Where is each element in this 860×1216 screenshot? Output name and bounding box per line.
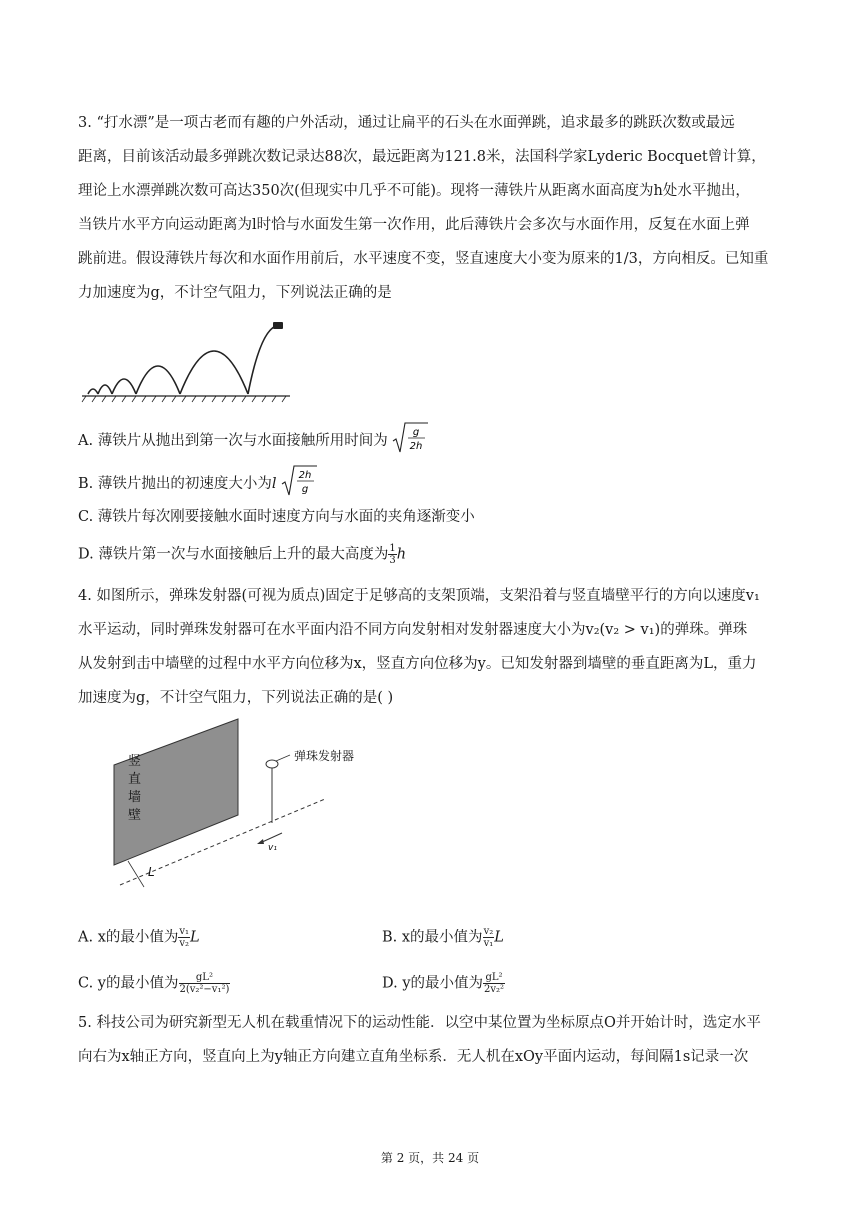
- q3-line: 跳前进。假设薄铁片每次和水面作用前后，水平速度不变，竖直速度大小变为原来的1/3，方向相反。已知重: [78, 251, 769, 267]
- q3-option-b[interactable]: [78, 464, 317, 504]
- distance-marker: [128, 861, 144, 887]
- sqrt-sign-icon: [281, 464, 317, 504]
- option-a-text: A. x的最小值为: [78, 929, 179, 946]
- q3-option-d[interactable]: [78, 543, 406, 566]
- q3-line: 3. “打水漂”是一项古老而有趣的户外活动，通过让扁平的石头在水面弹跳，追求最多的跳跃次数或最远: [78, 115, 735, 131]
- q4-wall-launcher-figure: [100, 715, 380, 905]
- trajectory-arc-4: [112, 379, 136, 394]
- arrow-head-icon: [257, 839, 264, 844]
- q3-option-c[interactable]: C. 薄铁片每次刚要接触水面时速度方向与水面的夹角逐渐变小: [78, 509, 475, 525]
- question-5-text: [78, 1006, 788, 1074]
- q4-option-b[interactable]: [382, 926, 504, 949]
- fraction: $\frac{1}{3}$: [389, 543, 396, 566]
- water-hatching: [82, 396, 286, 402]
- page-footer: 第 2 页，共 24 页: [380, 1151, 480, 1165]
- q5-line: 5. 科技公司为研究新型无人机在载重情况下的运动性能．以空中某位置为坐标原点O并开始计时，选定水平: [78, 1015, 761, 1031]
- q4-line: 4. 如图所示，弹珠发射器(可视为质点)固定于足够高的支架顶端，支架沿着与竖直墙壁平行的方向以速度v₁: [78, 588, 760, 604]
- velocity-label: v₁: [268, 843, 277, 853]
- trajectory-arc-1: [248, 326, 276, 394]
- fraction: $\frac{\text{gL²}}{\text{2v₂²}}$: [484, 972, 505, 995]
- option-c-text: C. y的最小值为: [78, 975, 179, 992]
- frac-den: 2h: [409, 441, 423, 452]
- var-L: L: [190, 929, 200, 946]
- trajectory-arc-2: [180, 351, 248, 394]
- fraction: $\frac{\text{gL²}}{\text{2(v₂²−v₁²)}}$: [179, 972, 230, 995]
- wall-label-char: 直: [128, 772, 142, 787]
- q4-option-c[interactable]: [78, 972, 230, 995]
- wall-label-char: 墙: [128, 790, 142, 805]
- q3-option-a[interactable]: [78, 421, 428, 461]
- q3-bounce-figure: [80, 318, 300, 408]
- iron-sheet-icon: [273, 322, 283, 329]
- question-4-text: [78, 579, 788, 715]
- q5-line: 向右为x轴正方向，竖直向上为y轴正方向建立直角坐标系．无人机在xOy平面内运动，每间隔1s记录一次: [78, 1049, 749, 1065]
- trajectory-arc-3: [136, 366, 180, 394]
- option-d-text: D. y的最小值为: [382, 975, 484, 992]
- q3-line: 理论上水漂弹跳次数可高达350次(但现实中几乎不可能)。现将一薄铁片从距离水面高度为h处水平抛出，: [78, 183, 750, 199]
- q4-option-a[interactable]: [78, 926, 200, 949]
- q3-line: 当铁片水平方向运动距离为l时恰与水面发生第一次作用，此后薄铁片会多次与水面作用，反复在水面上弹: [78, 217, 750, 233]
- var-l: l: [271, 476, 277, 492]
- option-d-text: D. 薄铁片第一次与水面接触后上升的最大高度为: [78, 546, 389, 563]
- var-h: h: [396, 546, 407, 563]
- option-b-text: B. 薄铁片抛出的初速度大小为: [78, 476, 272, 492]
- trajectory-arc-5: [98, 385, 112, 394]
- launcher-label: 弹珠发射器: [294, 749, 355, 763]
- frac-num: g: [413, 427, 420, 438]
- option-a-text: A. 薄铁片从抛出到第一次与水面接触所用时间为: [78, 433, 388, 449]
- fraction: $\frac{\text{v₁}}{\text{v₂}}$: [179, 926, 190, 949]
- var-L: L: [494, 929, 504, 946]
- sqrt-sign-icon: [392, 421, 428, 461]
- wall-label-char: 壁: [128, 808, 142, 823]
- frac-num: 2h: [298, 470, 312, 481]
- option-b-text: B. x的最小值为: [382, 929, 483, 946]
- frac-den: g: [301, 484, 309, 495]
- wall-label-char: 竖: [128, 754, 142, 769]
- question-3-text: [78, 106, 788, 310]
- q4-option-d[interactable]: [382, 972, 505, 995]
- trajectory-arc-6: [88, 389, 98, 394]
- q3-line: 力加速度为g，不计空气阻力，下列说法正确的是: [78, 285, 392, 301]
- q3-line: 距离，目前该活动最多弹跳次数记录达88次，最远距离为121.8米，法国科学家Lyderic Bocquet曾计算，: [78, 149, 766, 165]
- launcher-leader-line: [276, 755, 290, 761]
- q4-line: 加速度为g，不计空气阻力，下列说法正确的是( ): [78, 690, 394, 706]
- q4-line: 水平运动，同时弹珠发射器可在水平面内沿不同方向发射相对发射器速度大小为v₂(v₂ > v₁)的弹珠。弹珠: [78, 622, 748, 638]
- q4-line: 从发射到击中墙壁的过程中水平方向位移为x，竖直方向位移为y。已知发射器到墙壁的垂直距离为L，重力: [78, 656, 757, 672]
- distance-label: L: [148, 865, 155, 879]
- fraction: $\frac{\text{v₂}}{\text{v₁}}$: [483, 926, 494, 949]
